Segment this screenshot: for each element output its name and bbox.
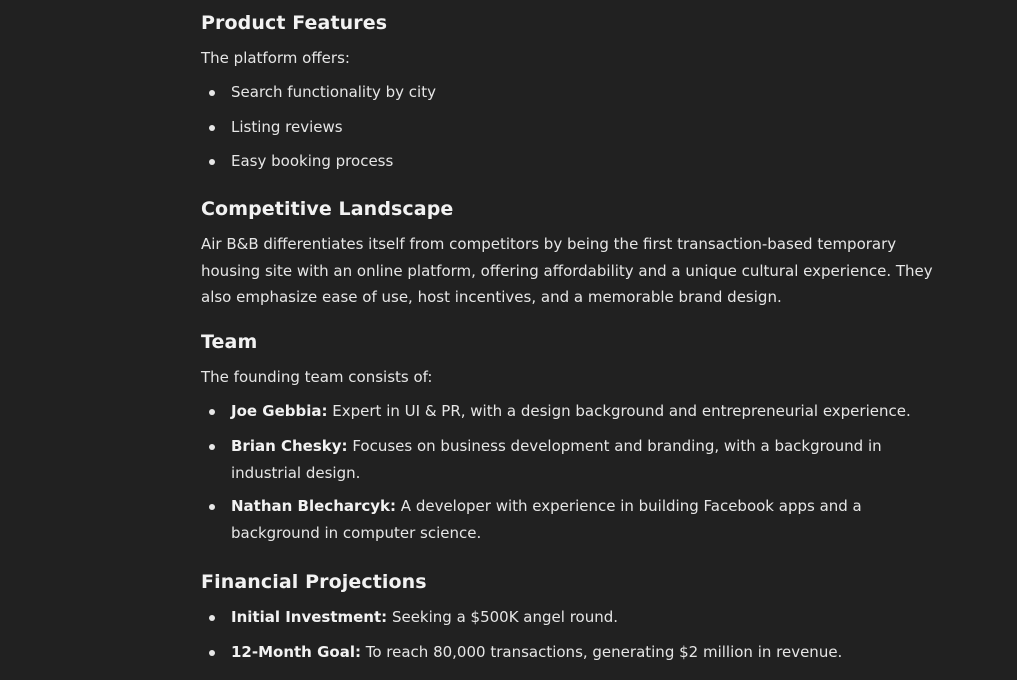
competitive-landscape-paragraph: Air B&B differentiates itself from competitors by being the first transaction-based temporary housing site with an online platform, offering affordability and a unique cultural experience. They also emphasize ease of use, host incentives, and a memorable brand design. — [201, 235, 933, 306]
team-heading: Team — [201, 331, 258, 353]
list-item: 12-Month Goal: To reach 80,000 transactions, generating $2 million in revenue. — [201, 639, 891, 674]
product-features-intro: The platform offers: — [201, 49, 350, 67]
bullet-icon — [209, 615, 215, 621]
bullet-icon — [209, 90, 215, 96]
team-list — [201, 398, 911, 553]
list-item: Listing reviews — [201, 114, 891, 149]
bullet-icon — [209, 125, 215, 131]
bullet-icon — [209, 444, 215, 450]
list-item: Nathan Blecharcyk: A developer with experience in building Facebook apps and a background in computer science. — [201, 493, 891, 553]
bullet-icon — [209, 159, 215, 165]
list-item: Search functionality by city — [201, 79, 891, 114]
bullet-icon — [209, 409, 215, 415]
bullet-icon — [209, 504, 215, 510]
product-features-heading: Product Features — [201, 12, 388, 34]
team-intro: The founding team consists of: — [201, 368, 433, 386]
financial-projections-heading: Financial Projections — [201, 571, 427, 593]
list-item: Easy booking process — [201, 148, 891, 183]
list-item: Initial Investment: Seeking a $500K angel round. — [201, 604, 891, 639]
bullet-icon — [209, 650, 215, 656]
competitive-landscape-heading: Competitive Landscape — [201, 198, 454, 220]
list-item: Joe Gebbia: Expert in UI & PR, with a design background and entrepreneurial experience. — [201, 398, 891, 433]
product-features-list — [201, 79, 891, 183]
financial-projections-list — [201, 604, 891, 673]
list-item: Brian Chesky: Focuses on business development and branding, with a background in industrial design. — [201, 433, 891, 493]
